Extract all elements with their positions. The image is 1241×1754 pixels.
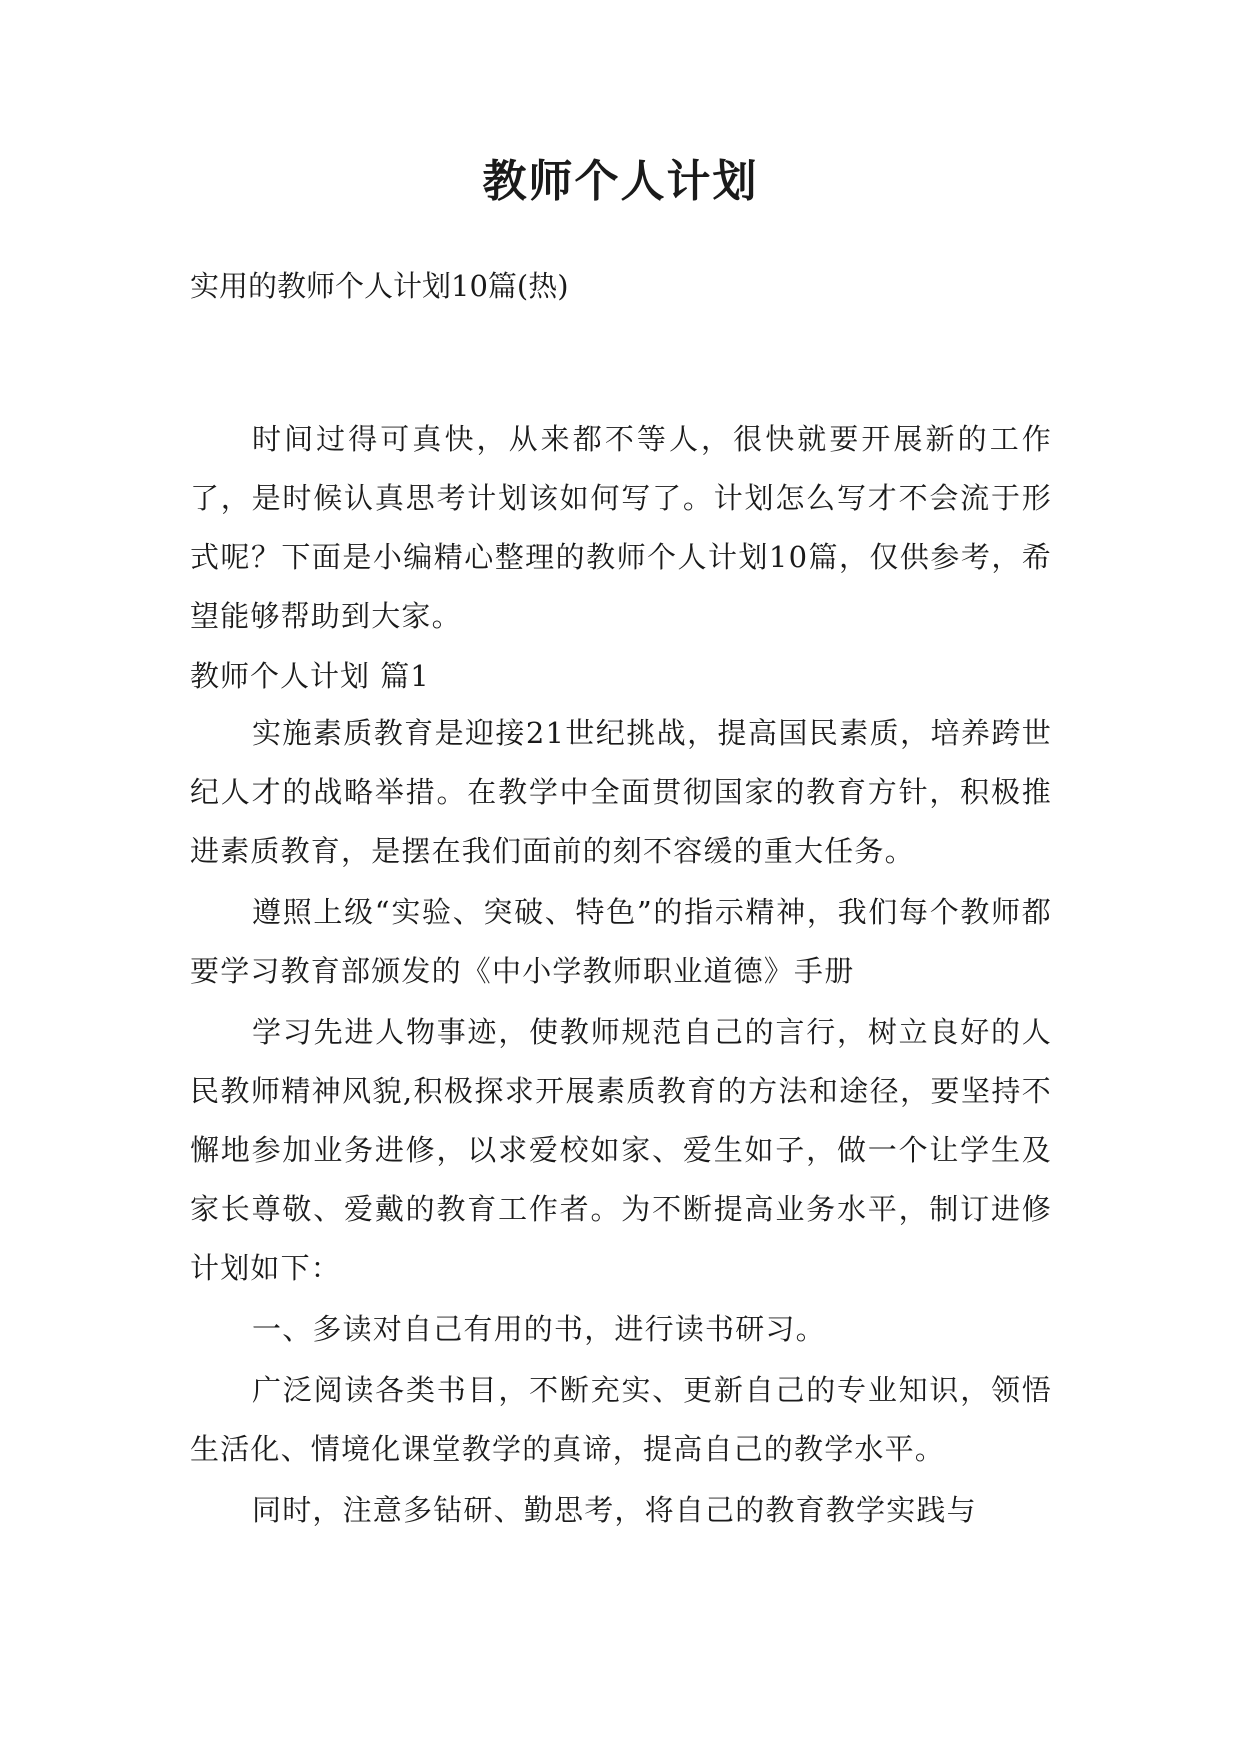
document-body: [190, 410, 1052, 1542]
body-paragraph-5: 广泛阅读各类书目，不断充实、更新自己的专业知识，领悟生活化、情境化课堂教学的真谛，提高自己的教学水平。: [190, 1373, 1052, 1466]
body-paragraph-3: 学习先进人物事迹，使教师规范自己的言行，树立良好的人民教师精神风貌,积极探求开展素质教育的方法和途径，要坚持不懈地参加业务进修，以求爱校如家、爱生如子，做一个让学生及家长尊敬、爱戴的教育工作者。为不断提高业务水平，制订进修计划如下：: [190, 1015, 1052, 1285]
body-paragraph-6: 同时，注意多钻研、勤思考，将自己的教育教学实践与: [252, 1493, 977, 1527]
document-title: 教师个人计划: [482, 156, 759, 207]
document-subtitle: 实用的教师个人计划10篇(热): [190, 269, 569, 303]
body-paragraph-4: 一、多读对自己有用的书，进行读书研习。: [252, 1312, 826, 1346]
intro-paragraph: 时间过得可真快，从来都不等人，很快就要开展新的工作了，是时候认真思考计划该如何写了。计划怎么写才不会流于形式呢？下面是小编精心整理的教师个人计划10篇，仅供参考，希望能够帮助到大家。: [190, 422, 1052, 633]
body-paragraph-1: 实施素质教育是迎接21世纪挑战，提高国民素质，培养跨世纪人才的战略举措。在教学中全面贯彻国家的教育方针，积极推进素质教育，是摆在我们面前的刻不容缓的重大任务。: [190, 716, 1052, 868]
body-paragraph-2: 遵照上级“实验、突破、特色”的指示精神，我们每个教师都要学习教育部颁发的《中小学教师职业道德》手册: [190, 895, 1052, 988]
section-heading: 教师个人计划 篇1: [190, 659, 430, 693]
